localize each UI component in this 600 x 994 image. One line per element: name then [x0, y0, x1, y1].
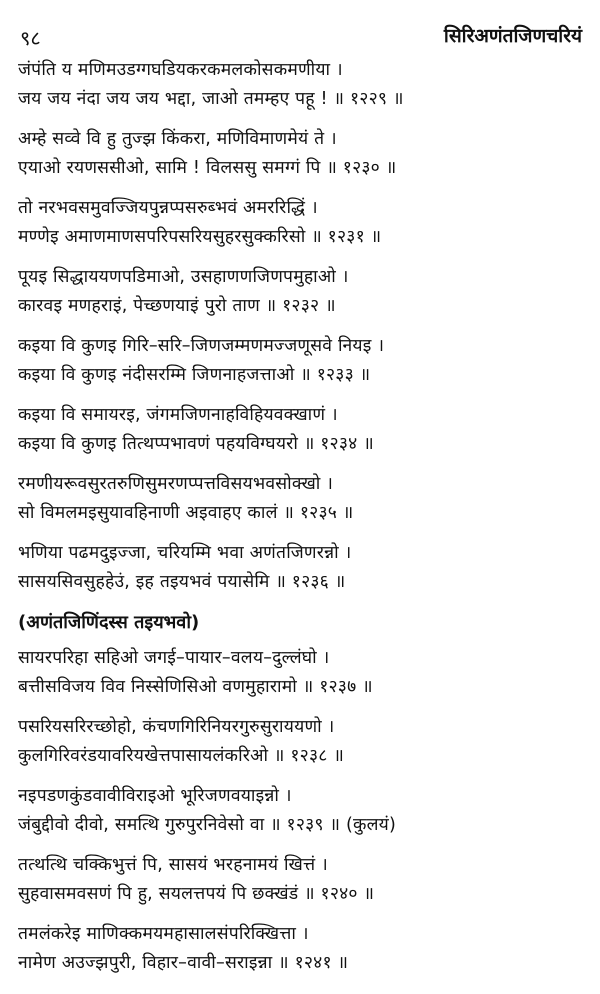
verse-line: जंबुद्दीवो दीवो, समत्थि गुरुपुरनिवेसो वा ॥ १२३९ ॥ (कुलयं) — [18, 815, 397, 835]
verse-line: कइया वि समायरइ, जंगमजिणनाहविहियवक्खाणं । — [18, 405, 338, 425]
verse-1231 — [18, 194, 572, 252]
verse-1234 — [18, 401, 572, 459]
verse-body — [18, 56, 572, 978]
verse-line: तत्थत्थि चक्किभुत्तं पि, सासयं भरहनामयं खित्तं । — [18, 855, 328, 875]
verse-line: अम्हे सव्वे वि हु तुज्झ किंकरा, मणिविमाणमेयं ते । — [18, 129, 337, 149]
verse-line: मण्णेइ अमाणमाणसपरिपसरियसुहरसुक्करिसो ॥ १२३१ ॥ — [18, 227, 382, 247]
verse-line: सायरपरिहा सहिओ जगई–पायार–वलय–दुल्लंघो । — [18, 648, 330, 668]
verse-line: जय जय नंदा जय जय भद्दा, जाओ तमम्हए पहू ! ॥ १२२९ ॥ — [18, 89, 404, 109]
verse-line: नइपडणकुंडवावीविराइओ भूरिजणवयाइन्नो । — [18, 786, 292, 806]
verse-line: पूयइ सिद्धाययणपडिमाओ, उसहाणणजिणपमुहाओ । — [18, 267, 349, 287]
verse-1237 — [18, 644, 572, 702]
verse-line: कुलगिरिवरंडयावरियखेत्तपासायलंकरिओ ॥ १२३८ ॥ — [18, 746, 345, 766]
verse-line: सो विमलमइसुयावहिनाणी अइवाहए कालं ॥ १२३५ ॥ — [18, 503, 354, 523]
running-head-title: सिरिअणंतजिणचरियं — [443, 25, 582, 47]
verse-line: सुहवासमवसणं पि हु, सयलत्तपयं पि छक्खंडं ॥ १२४० ॥ — [18, 884, 375, 904]
section-heading: (अणंतजिणिंदस्स तइयभवो) — [18, 612, 200, 633]
verse-line: जंपंति य मणिमउडग्गघडियकरकमलकोसकमणीया । — [18, 60, 343, 80]
verse-line: नामेण अउज्झपुरी, विहार–वावी–सराइन्ना ॥ १२४१ ॥ — [18, 953, 349, 973]
verse-line: सासयसिवसुहहेउं, इह तइयभवं पयासेमि ॥ १२३६ ॥ — [18, 572, 346, 592]
verse-line: पसरियसरिरच्छोहो, कंचणगिरिनियरगुरुसुराययणो । — [18, 717, 335, 737]
verse-1241 — [18, 920, 572, 978]
verse-line: कइया वि कुणइ गिरि–सरि–जिणजम्मणमज्जणूसवे नियइ । — [18, 336, 385, 356]
verse-line: कारवइ मणहराइं, पेच्छणयाइं पुरो ताण ॥ १२३२ ॥ — [18, 296, 336, 316]
verse-1236 — [18, 539, 572, 597]
verse-line: कइया वि कुणइ तित्थप्पभावणं पहयविग्घयरो ॥ १२३४ ॥ — [18, 434, 374, 454]
page-header — [18, 18, 582, 50]
verse-line: बत्तीसविजय विव निस्सेणिसिओ वणमुहारामो ॥ १२३७ ॥ — [18, 677, 373, 697]
verse-1235 — [18, 470, 572, 528]
verse-1233 — [18, 332, 572, 390]
verse-line: रमणीयरूवसुरतरुणिसुमरणप्पत्तविसयभवसोक्खो । — [18, 474, 334, 494]
verse-line: तमलंकरेइ माणिक्कमयमहासालसंपरिक्खित्ता । — [18, 924, 309, 944]
verse-1240 — [18, 851, 572, 909]
verse-1230 — [18, 125, 572, 183]
verse-1238 — [18, 713, 572, 771]
verse-line: कइया वि कुणइ नंदीसरम्मि जिणनाहजत्ताओ ॥ १२३३ ॥ — [18, 365, 371, 385]
verse-line: भणिया पढमदुइज्जा, चरियम्मि भवा अणंतजिणरन्नो । — [18, 543, 352, 563]
verse-line: एयाओ रयणससीओ, सामि ! विलससु समग्गं पि ॥ १२३० ॥ — [18, 158, 397, 178]
verse-1239 — [18, 782, 572, 840]
verse-line: तो नरभवसमुवज्जियपुन्नप्पसरुब्भवं अमररिद्धिं । — [18, 198, 318, 218]
page-number: ९८ — [20, 26, 41, 50]
verse-1232 — [18, 263, 572, 321]
verse-1229 — [18, 56, 572, 114]
